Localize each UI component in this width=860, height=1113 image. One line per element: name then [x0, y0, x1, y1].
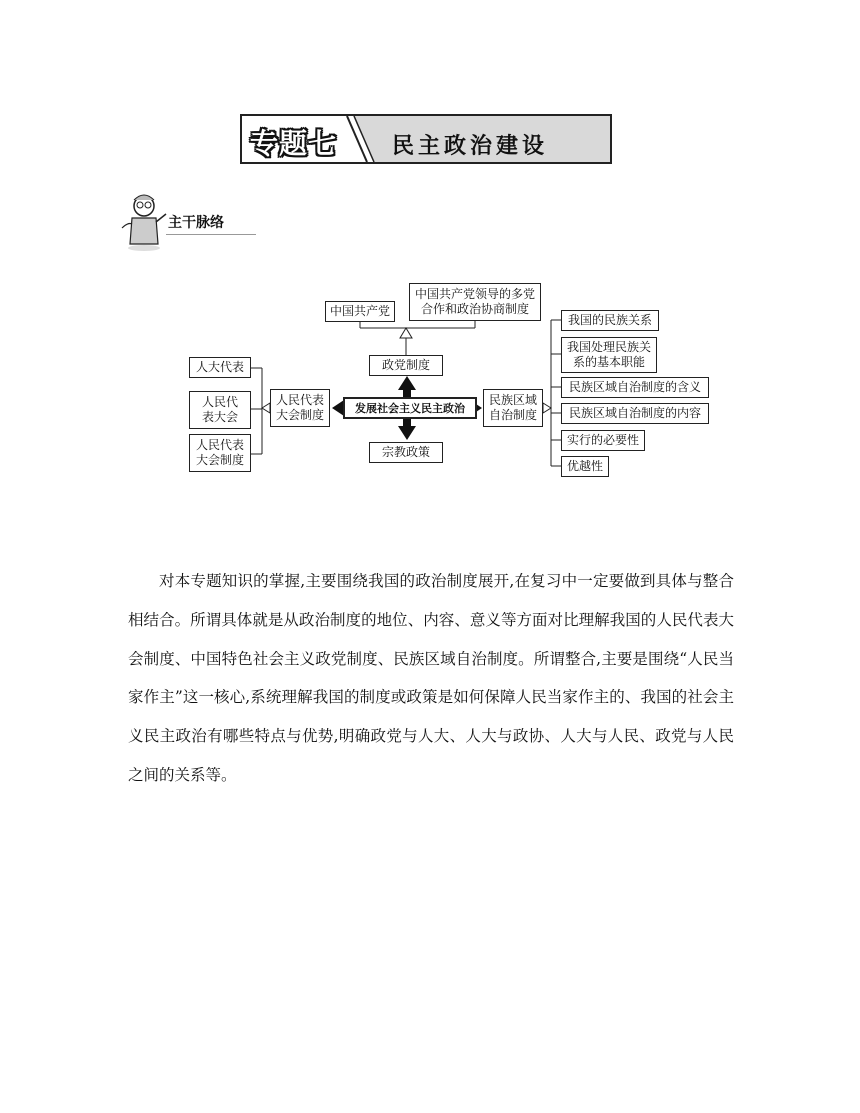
box-right-item: 我国处理民族关系的基本职能 [561, 337, 657, 373]
box-party-system: 政党制度 [369, 355, 443, 376]
box-multiparty-cooperation: 中国共产党领导的多党合作和政治协商制度 [409, 283, 541, 321]
box-right-item: 民族区域自治制度的内容 [561, 403, 709, 424]
chapter-title: 民主政治建设 [392, 134, 549, 159]
box-right-item: 实行的必要性 [561, 430, 645, 451]
box-left-item: 人大代表 [189, 357, 251, 378]
box-communist-party: 中国共产党 [325, 301, 395, 322]
box-center-democracy: 发展社会主义民主政治 [343, 397, 477, 419]
box-right-item: 优越性 [561, 456, 609, 477]
section-label: 主干脉络 [168, 215, 224, 231]
box-right-item: 我国的民族关系 [561, 310, 659, 331]
chapter-number: 专题七 [250, 127, 338, 160]
box-right-item: 民族区域自治制度的含义 [561, 377, 709, 398]
box-npc-system: 人民代表大会制度 [270, 389, 330, 427]
intro-paragraph: 对本专题知识的掌握,主要围绕我国的政治制度展开,在复习中一定要做到具体与整合相结合。所谓具体就是从政治制度的地位、内容、意义等方面对比理解我国的人民代表大会制度、中国特色社会主义政党制度、民族区域自治制度。所谓整合,主要是围绕“人民当家作主”这一核心,系统理解我国的制度或政策是如何保障人民当家作主的、我国的社会主义民主政治有哪些特点与优势,明确政党与人大、人大与政协、人大与人民、政党与人民之间的关系等。 [128, 572, 734, 784]
box-left-item: 人民代表大会制度 [189, 434, 251, 472]
box-religious-policy: 宗教政策 [369, 442, 443, 463]
box-ethnic-autonomy: 民族区域自治制度 [483, 389, 543, 427]
box-left-item: 人民代表大会 [189, 391, 251, 429]
